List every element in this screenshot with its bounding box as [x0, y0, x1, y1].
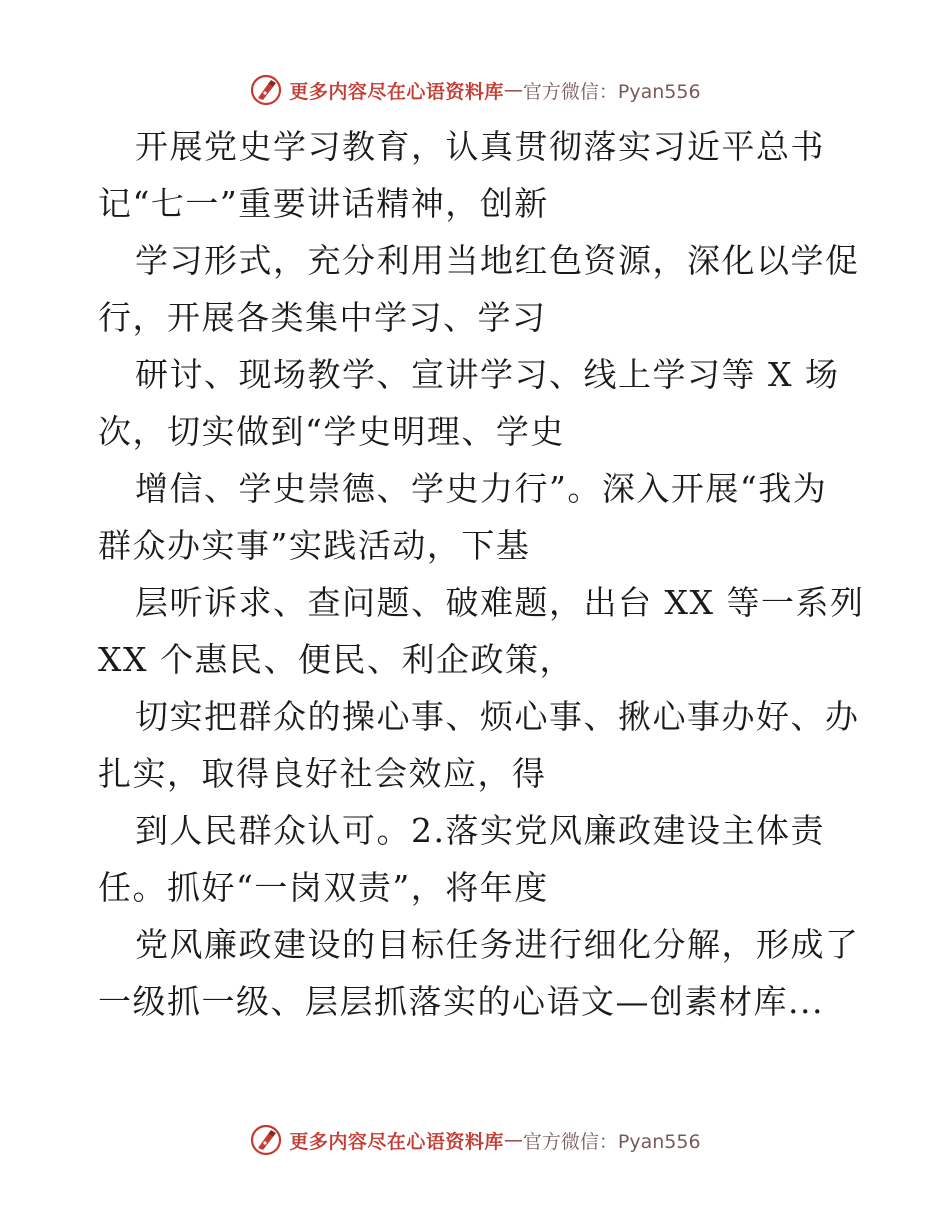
- pen-nib-logo-icon: [249, 1123, 283, 1157]
- banner-lead-text: 更多内容尽在心语资料库: [289, 80, 504, 103]
- text-line: 一级抓一级、层层抓落实的心语文—创素材库...: [98, 982, 824, 1021]
- text-line: 记“七一”重要讲话精神，创新: [98, 184, 549, 223]
- text-line: 党风廉政建设的目标任务进行细化分解，形成了: [135, 925, 860, 964]
- pen-nib-logo-icon: [249, 73, 283, 107]
- footer-banner: [0, 1120, 950, 1160]
- banner-separator: —: [503, 79, 523, 101]
- text-line: 学习形式，充分利用当地红色资源，深化以学促: [135, 241, 860, 280]
- document-body: [98, 118, 878, 1030]
- header-banner: [0, 70, 950, 110]
- text-line: 增信、学史崇德、学史力行”。深入开展“我为: [135, 469, 828, 508]
- header-banner-text: [289, 77, 700, 104]
- text-line: 任。抓好“一岗双责”，将年度: [98, 868, 549, 907]
- text-line: 层听诉求、查问题、破难题，出台 XX 等一系列: [135, 583, 865, 622]
- text-line: XX 个惠民、便民、利企政策，: [98, 640, 574, 679]
- banner-lead-text: 更多内容尽在心语资料库: [289, 1130, 504, 1153]
- footer-banner-text: [289, 1127, 700, 1154]
- text-line: 扎实，取得良好社会效应，得: [98, 754, 547, 793]
- text-line: 研讨、现场教学、宣讲学习、线上学习等 X 场: [135, 355, 840, 394]
- text-line: 开展党史学习教育，认真贯彻落实习近平总书: [135, 127, 825, 166]
- text-line: 到人民群众认可。2.落实党风廉政建设主体责: [135, 811, 825, 850]
- text-line: 次，切实做到“学史明理、学史: [98, 412, 565, 451]
- text-line: 行，开展各类集中学习、学习: [98, 298, 547, 337]
- text-line: 切实把群众的操心事、烦心事、揪心事办好、办: [135, 697, 860, 736]
- text-line: 群众办实事”实践活动，下基: [98, 526, 531, 565]
- banner-wechat-text: 官方微信：Pyan556: [522, 80, 701, 103]
- banner-wechat-text: 官方微信：Pyan556: [522, 1130, 701, 1153]
- banner-separator: —: [503, 1129, 523, 1151]
